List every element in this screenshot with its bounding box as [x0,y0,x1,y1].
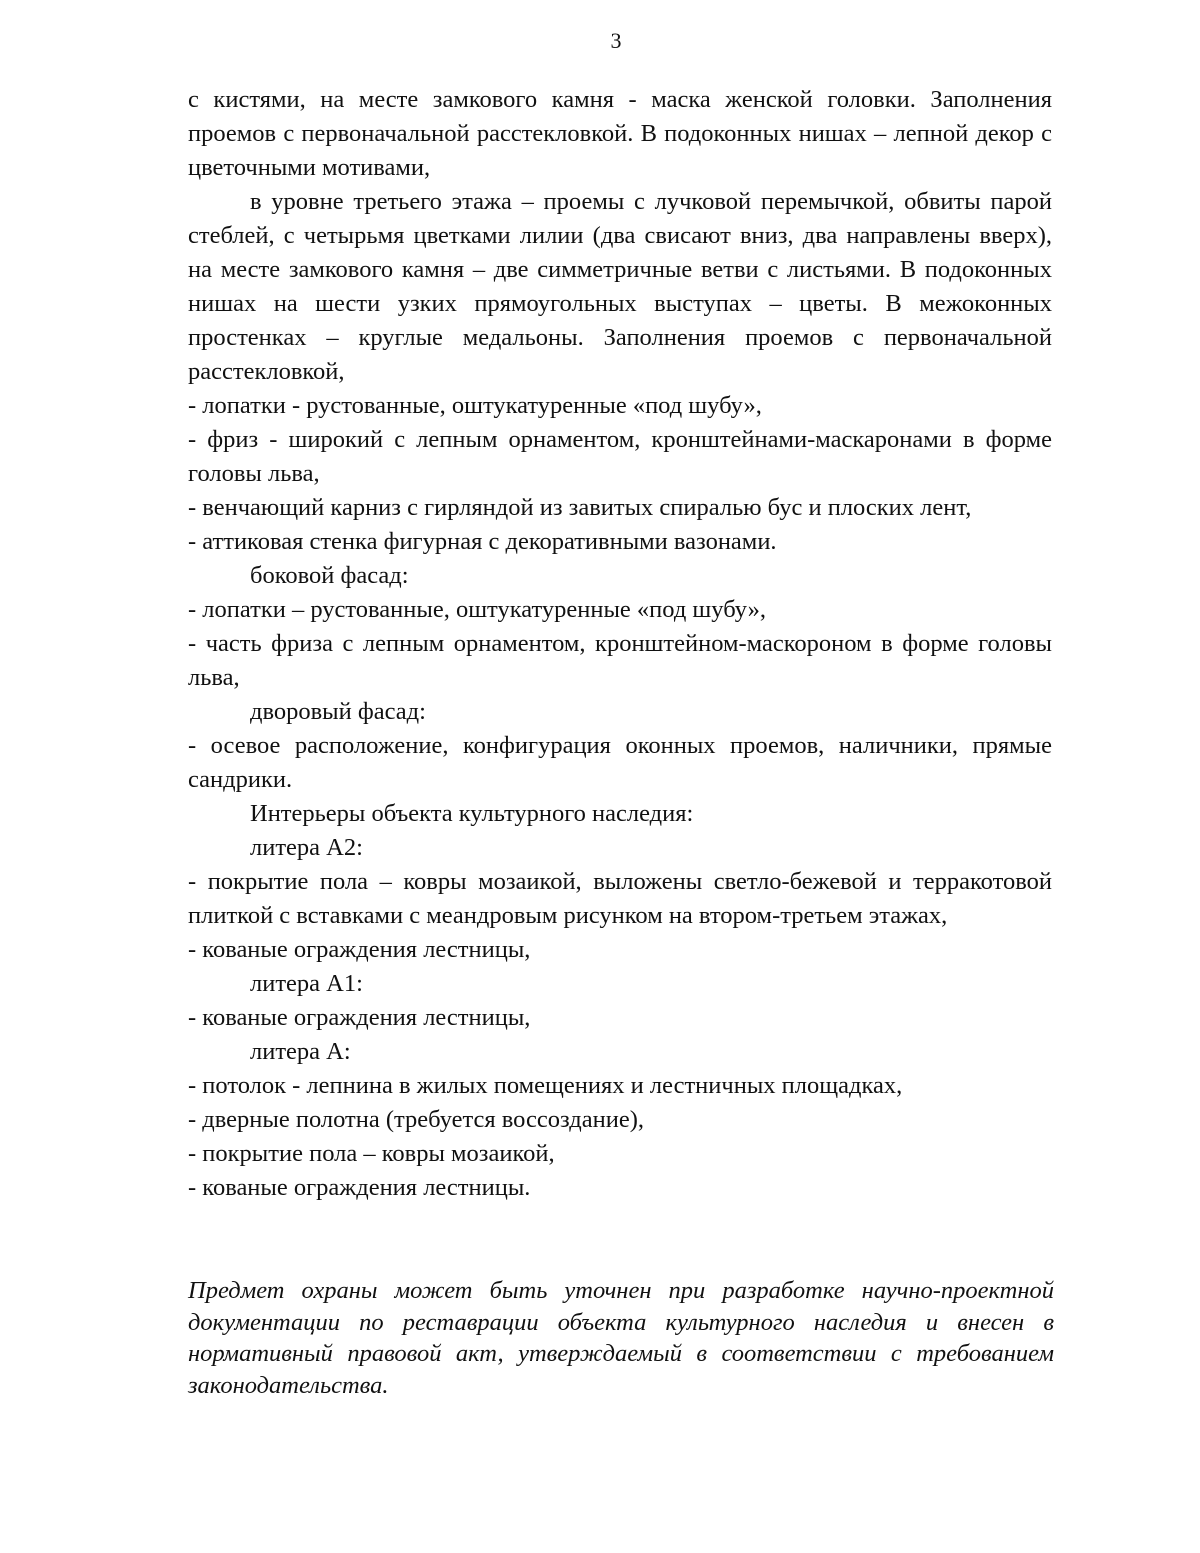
list-item: - дверные полотна (требуется воссоздание), [188,1106,644,1133]
protection-note [188,1275,1054,1401]
list-item: - кованые ограждения лестницы, [188,936,531,963]
list-item: - осевое расположение, конфигурация оконных проемов, наличники, прямые сандрики. [188,732,1052,793]
list-item: - лопатки - рустованные, оштукатуренные «под шубу», [188,392,762,419]
list-item: - потолок - лепнина в жилых помещениях и лестничных площадках, [188,1072,903,1099]
list-item: - покрытие пола – ковры мозаикой, [188,1140,555,1167]
list-item: - аттиковая стенка фигурная с декоративными вазонами. [188,528,777,555]
document-body [188,83,1052,1205]
section-heading: литера А: [250,1038,351,1065]
list-item: - кованые ограждения лестницы. [188,1174,531,1201]
list-item: - кованые ограждения лестницы, [188,1004,531,1031]
page-number: 3 [610,28,622,53]
section-heading: Интерьеры объекта культурного наследия: [250,800,694,827]
section-heading: боковой фасад: [250,562,409,589]
list-item: - часть фриза с лепным орнаментом, кронштейном-маскороном в форме головы льва, [188,630,1052,691]
section-heading: литера А1: [250,970,363,997]
list-item: - покрытие пола – ковры мозаикой, выложены светло-бежевой и терракотовой плиткой с вставками с меандровым рисунком на втором-третьем этажах, [188,868,1052,929]
section-heading: литера А2: [250,834,363,861]
list-item: - венчающий карниз с гирляндой из завитых спиралью бус и плоских лент, [188,494,972,521]
note-text: Предмет охраны может быть уточнен при разработке научно-проектной документации по реставрации объекта культурного наследия и внесен в нормативный правовой акт, утверждаемый в соответствии с требованием законодательства. [188,1277,1054,1399]
section-heading: дворовый фасад: [250,698,426,725]
paragraph: с кистями, на месте замкового камня - маска женской головки. Заполнения проемов с первоначальной расстекловкой. В подоконных нишах – лепной декор с цветочными мотивами, [188,86,1052,181]
list-item: - фриз - широкий с лепным орнаментом, кронштейнами-маскаронами в форме головы льва, [188,426,1052,487]
list-item: - лопатки – рустованные, оштукатуренные «под шубу», [188,596,766,623]
paragraph: в уровне третьего этажа – проемы с лучковой перемычкой, обвиты парой стеблей, с четырьмя цветками лилии (два свисают вниз, два направлены вверх), на месте замкового камня – две симметричные ветви с листьями. В подоконных нишах на шести узких прямоугольных выступах – цветы. В межоконных простенках – круглые медальоны. Заполнения проемов с первоначальной расстекловкой, [188,188,1052,385]
